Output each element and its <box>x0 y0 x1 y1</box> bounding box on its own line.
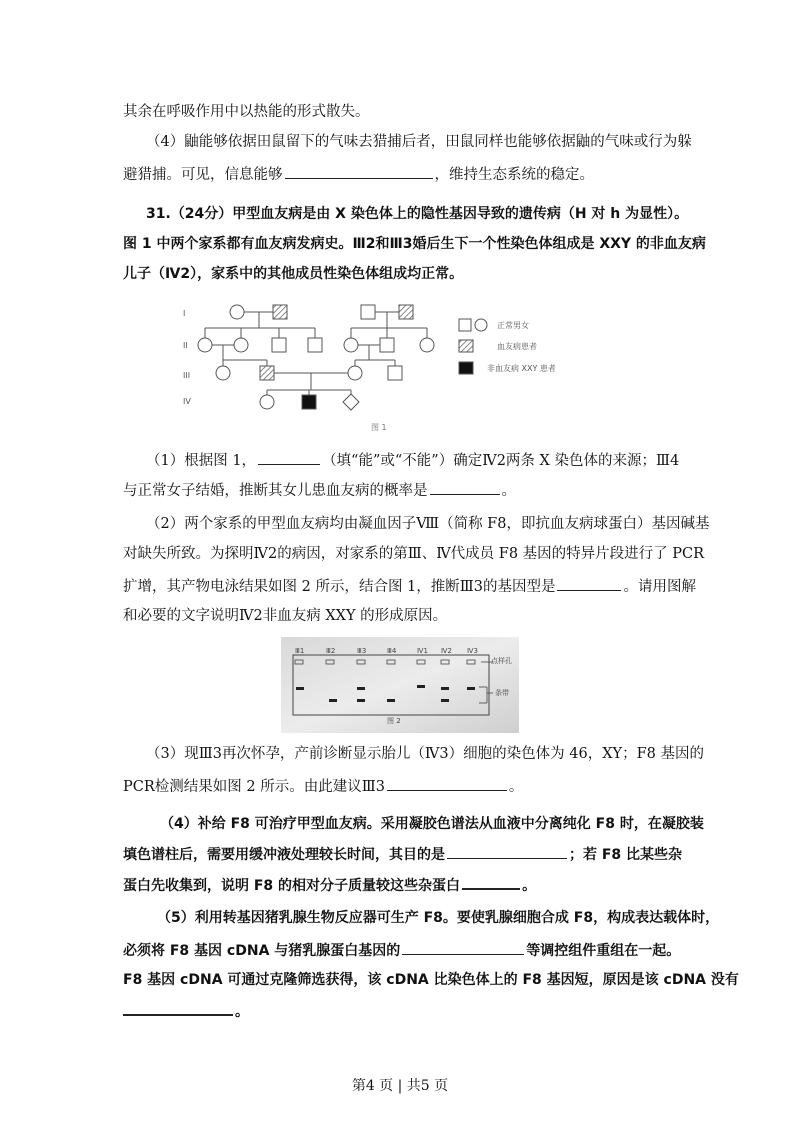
q31-5-line1: （5）利用转基因猪乳腺生物反应器可生产 F8。要使乳腺细胞合成 F8，构成表达载体时， <box>157 910 720 926</box>
text: PCR检测结果如图 2 所示。由此建议Ⅲ3 <box>123 779 385 795</box>
text: ，维持生态系统的稳定。 <box>434 167 594 183</box>
q31-4-line2 <box>123 844 682 865</box>
lane-label: Ⅲ4 <box>387 647 397 655</box>
female-normal <box>230 305 244 319</box>
fetus-diamond <box>343 394 359 410</box>
q31-2-line3 <box>123 576 696 597</box>
text: （1）根据图 1， <box>146 453 257 469</box>
q31-3-line1: （3）现Ⅲ3再次怀孕，产前诊断显示胎儿（Ⅳ3）细胞的染色体为 46，XY；F8 基因的 <box>146 746 704 762</box>
gel-band <box>387 699 395 702</box>
gel-band <box>441 699 449 702</box>
q31-5-line2 <box>123 940 680 961</box>
q31-1-line1 <box>146 450 679 471</box>
q31-2-line4: 和必要的文字说明Ⅳ2非血友病 XXY 的形成原因。 <box>123 608 448 624</box>
text: 。 <box>235 1004 249 1020</box>
gel-band <box>357 699 365 702</box>
q31-5-line4 <box>123 1000 249 1022</box>
answer-blank <box>123 1000 233 1016</box>
xxy-patient <box>302 395 316 409</box>
text: 。 <box>508 779 524 795</box>
q31-4-line3 <box>123 874 536 896</box>
text: ；若 F8 比某些杂 <box>569 847 683 863</box>
gel-well-label: 点样孔 <box>491 657 512 665</box>
answer-blank <box>387 776 507 791</box>
text: 。 <box>522 878 537 894</box>
pedigree-figure <box>175 298 615 436</box>
gel-band <box>329 699 337 702</box>
q31-3-line2 <box>123 776 523 797</box>
generation-label: II <box>183 341 188 350</box>
gel-band <box>296 687 304 690</box>
gel-band <box>467 687 475 690</box>
gel-figure <box>281 637 519 733</box>
q31-2-line2: 对缺失所致。为探明Ⅳ2的病因，对家系的第Ⅲ、Ⅳ代成员 F8 基因的特异片段进行了 PCR <box>123 546 705 562</box>
lane-label: Ⅳ1 <box>417 647 428 655</box>
q31-4-line1: （4）补给 F8 可治疗甲型血友病。采用凝胶色谱法从血液中分离纯化 F8 时，在凝胶装 <box>160 816 704 832</box>
gel-band <box>417 685 425 688</box>
male-affected <box>273 305 287 319</box>
figure-caption: 图 2 <box>387 717 401 725</box>
figure-caption: 图 1 <box>371 423 387 432</box>
text: 蛋白先收集到，说明 F8 的相对分子质量较这些杂蛋白 <box>123 878 461 894</box>
q31-2-line1: （2）两个家系的甲型血友病均由凝血因子Ⅷ（简称 F8，即抗血友病球蛋白）基因碱基 <box>146 516 710 532</box>
q31-1-line2 <box>123 480 516 501</box>
text: 。 <box>501 483 516 499</box>
answer-blank <box>285 164 433 179</box>
text: 必须将 F8 基因 cDNA 与猪乳腺蛋白基因的 <box>123 943 401 959</box>
answer-blank <box>557 576 621 591</box>
text: 。请用图解 <box>623 579 696 595</box>
legend-label: 非血友病 XXY 患者 <box>487 364 556 373</box>
q31-line2: 图 1 中两个家系都有血友病发病史。Ⅲ2和Ⅲ3婚后生下一个性染色体组成是 XXY 的非血友病 <box>123 236 706 252</box>
gel-band <box>441 687 449 690</box>
text: 等调控组件重组在一起。 <box>526 943 681 959</box>
lane-label: Ⅳ2 <box>441 647 452 655</box>
lane-label: Ⅲ2 <box>326 647 336 655</box>
generation-label: I <box>183 309 186 318</box>
text: 与正常女子结婚，推断其女儿患血友病的概率是 <box>123 483 428 499</box>
text: （填“能”或“不能”）确定Ⅳ2两条 X 染色体的来源；Ⅲ4 <box>322 453 680 469</box>
answer-blank <box>258 450 320 465</box>
question-4-prev-line1: （4）鼬能够依据田鼠留下的气味去猎捕后者，田鼠同样也能够依据鼬的气味或行为躲 <box>146 134 692 150</box>
q31-line3: 儿子（Ⅳ2），家系中的其他成员性染色体组成均正常。 <box>123 266 464 282</box>
legend-label: 正常男女 <box>497 321 529 330</box>
generation-label: III <box>183 371 191 380</box>
text: 填色谱柱后，需要用缓冲液处理较长时间，其目的是 <box>123 847 445 863</box>
text-line: 其余在呼吸作用中以热能的形式散失。 <box>123 104 370 120</box>
answer-blank <box>462 874 520 890</box>
lane-label: Ⅳ3 <box>467 647 478 655</box>
q31-5-line3: F8 基因 cDNA 可通过克隆筛选获得，该 cDNA 比染色体上的 F8 基因短，原因是该 cDNA 没有 <box>123 972 739 988</box>
lane-label: Ⅲ3 <box>357 647 367 655</box>
gel-band <box>357 687 365 690</box>
answer-blank <box>447 844 567 859</box>
gel-band-label: 条带 <box>495 689 509 697</box>
answer-blank <box>430 480 500 495</box>
page-footer: 第4 页 | 共5 页 <box>351 1078 449 1094</box>
lane-label: Ⅲ1 <box>295 647 305 655</box>
text: 扩增，其产物电泳结果如图 2 所示，结合图 1，推断Ⅲ3的基因型是 <box>123 579 556 595</box>
text: 避猎捕。可见，信息能够 <box>123 167 283 183</box>
q31-line1: 31.（24分）甲型血友病是由 X 染色体上的隐性基因导致的遗传病（H 对 h 为显性）。 <box>146 206 689 222</box>
question-4-prev-line2 <box>123 164 594 185</box>
answer-blank <box>402 940 524 955</box>
legend-label: 血友病患者 <box>497 342 537 351</box>
generation-label: IV <box>183 397 191 406</box>
